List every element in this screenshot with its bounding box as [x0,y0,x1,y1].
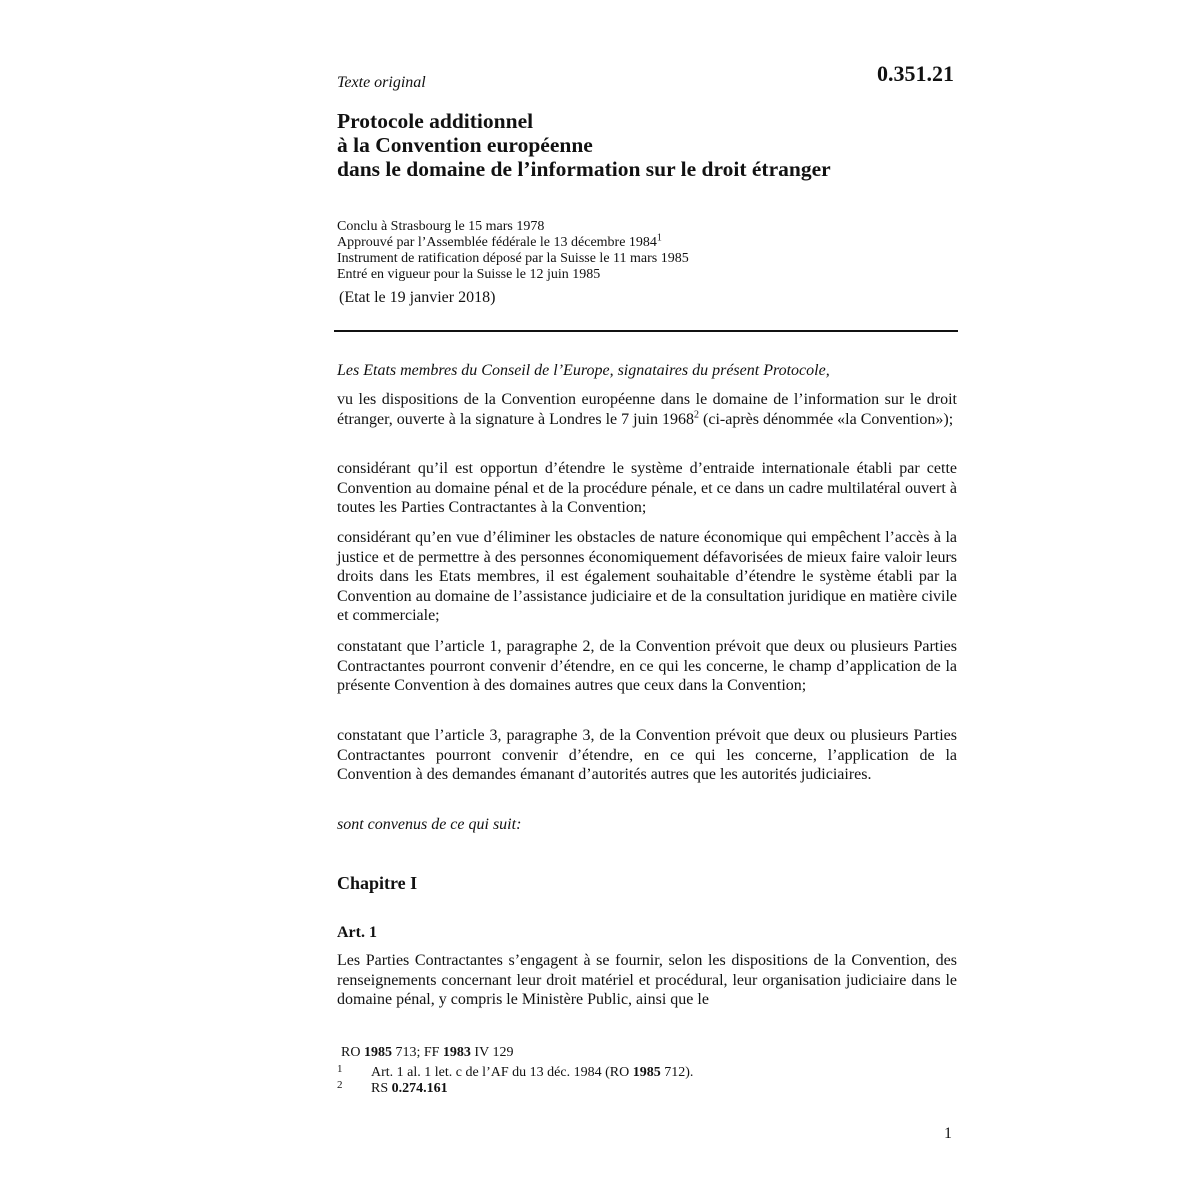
preamble-paragraph: vu les dispositions de la Convention européenne dans le domaine de l’information sur le droit étranger, ouverte à la signature à Londres le 7 juin 1968$^2$ (ci-après dénommée «la Convention»); [337,391,957,428]
preamble-closing: sont convenus de ce qui suit: [337,816,522,833]
footnote-ref[interactable]: 1 [656,232,662,244]
title-line: Protocole additionnel [337,109,534,133]
title-line: à la Convention européenne [337,133,593,157]
page-number: 1 [944,1125,952,1142]
footnote-ref[interactable]: 2 [694,409,700,421]
document-label: Texte original [337,74,426,91]
article-text: Les Parties Contractantes s’engagent à se fournir, selon les dispositions de la Convention, des renseignements concernant leur droit matériel et procédural, leur organisation judiciaire dans le domaine pénal, y compris le Ministère Public, ainsi que le [337,952,957,1008]
footnote-number: 2 [337,1079,343,1091]
meta-in-force: Entré en vigueur pour la Suisse le 12 juin 1985 [337,267,601,282]
footnote-item: 2 RS 0.274.161 [337,1079,448,1096]
document-number: 0.351.21 [877,61,954,86]
chapter-heading: Chapitre I [337,873,418,893]
document-meta [337,219,689,283]
meta-approved: Approuvé par l’Assemblée fédérale le 13 décembre 1984$^1$ [337,232,662,250]
meta-concluded: Conclu à Strasbourg le 15 mars 1978 [337,219,545,234]
preamble-intro: Les Etats membres du Conseil de l’Europe, signataires du présent Protocole, [337,362,830,379]
document-title [337,109,977,181]
meta-ratification: Instrument de ratification déposé par la Suisse le 11 mars 1985 [337,251,689,266]
preamble-paragraph: considérant qu’il est opportun d’étendre le système d’entraide internationale établi par cette Convention au domaine pénal et de la procédure pénale, et ce dans un cadre multilatéral ouvert à toutes les Parties Contractantes à la Convention; [337,460,957,516]
footnote-source: RO 1985 713; FF 1983 IV 129 [341,1045,514,1060]
document-state: (Etat le 19 janvier 2018) [339,289,496,306]
preamble-paragraph: constatant que l’article 3, paragraphe 3, de la Convention prévoit que deux ou plusieurs Parties Contractantes pourront convenir d’étendre, en ce qui les concerne, l’application de la Convention à des demandes émanant d’autorités autres que les autorités judiciaires. [337,727,957,783]
article-heading: Art. 1 [337,924,377,941]
title-line: dans le domaine de l’information sur le droit étranger [337,157,831,181]
preamble-paragraph: constatant que l’article 1, paragraphe 2, de la Convention prévoit que deux ou plusieurs Parties Contractantes pourront convenir d’étendre, en ce qui les concerne, le champ d’application de la présente Convention à des domaines autres que ceux dans la Convention; [337,638,957,694]
header-divider [334,330,958,332]
footnote-item: 1 Art. 1 al. 1 let. c de l’AF du 13 déc. 1984 (RO 1985 712). [337,1063,694,1080]
footnote-number: 1 [337,1063,343,1075]
preamble-paragraph: considérant qu’en vue d’éliminer les obstacles de nature économique qui empêchent l’accès à la justice et de permettre à des personnes économiquement défavorisées de mieux faire valoir leurs droits dans les Etats membres, il est également souhaitable d’étendre le système établi par la Convention au domaine de l’assistance judiciaire et de la consultation juridique en matière civile et commerciale; [337,529,957,624]
